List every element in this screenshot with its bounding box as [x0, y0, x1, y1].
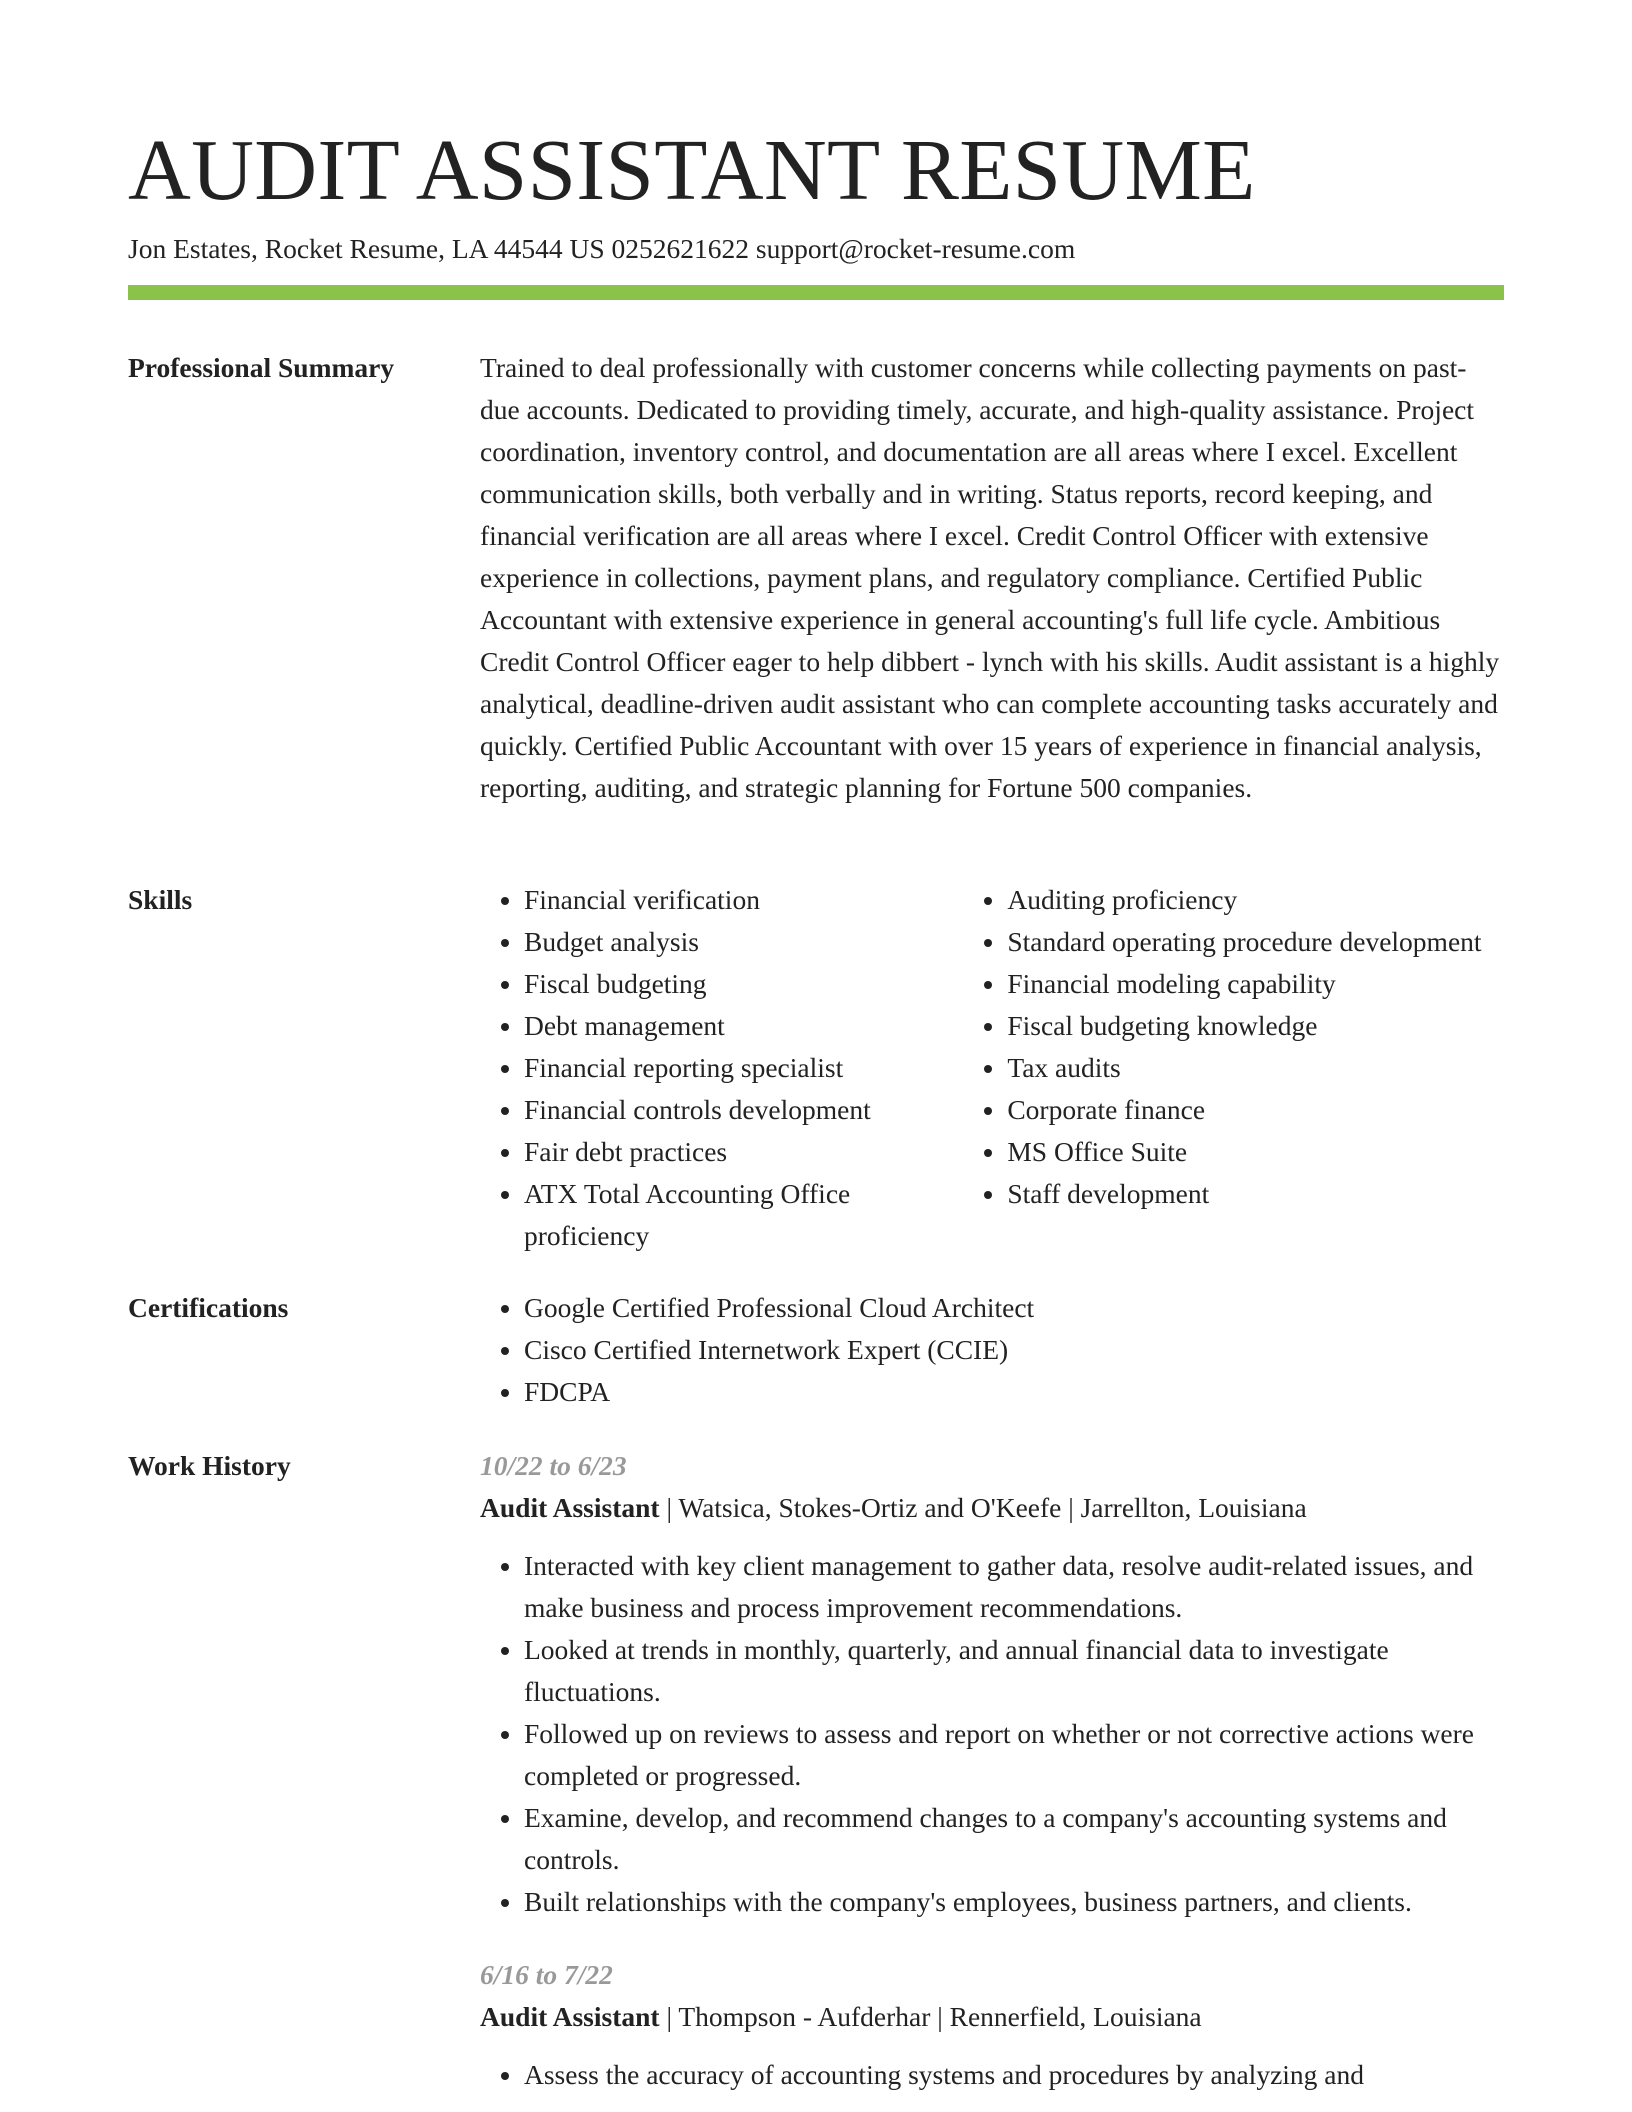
- job-dates: 10/22 to 6/23: [480, 1450, 627, 1481]
- job-dates: 6/16 to 7/22: [480, 1959, 613, 1990]
- job-heading: [480, 1996, 1504, 2038]
- skill-item: • Fiscal budgeting knowledge: [1007, 1005, 1504, 1047]
- header-divider: [128, 285, 1504, 300]
- certification-item: • Cisco Certified Internetwork Expert (CCIE): [524, 1329, 1504, 1371]
- contact-email[interactable]: support@rocket-resume.com: [755, 233, 1076, 264]
- job-heading: [480, 1487, 1504, 1529]
- skill-item: • Fiscal budgeting: [524, 963, 963, 1005]
- certifications-body: [480, 1287, 1504, 1413]
- job-bullet: • Assess the accuracy of accounting systems and procedures by analyzing and: [524, 2054, 1504, 2096]
- job-title: Audit Assistant: [480, 1492, 660, 1523]
- skill-item: • Tax audits: [1007, 1047, 1504, 1089]
- job-entry: [480, 1445, 1504, 1923]
- certification-item: • Google Certified Professional Cloud Architect: [524, 1287, 1504, 1329]
- skill-item: • Auditing proficiency: [1007, 879, 1504, 921]
- skill-item: • Financial reporting specialist: [524, 1047, 963, 1089]
- skill-item: • Financial verification: [524, 879, 963, 921]
- work-history-body: [480, 1445, 1504, 2096]
- skill-item: • Standard operating procedure development: [1007, 921, 1504, 963]
- skills-body: [480, 879, 1504, 1257]
- job-bullet: • Followed up on reviews to assess and report on whether or not corrective actions were completed or progressed.: [524, 1713, 1504, 1797]
- summary-body: [480, 347, 1504, 809]
- certification-item: • FDCPA: [524, 1371, 1504, 1413]
- certifications-list: [480, 1287, 1504, 1413]
- skill-item: • Financial modeling capability: [1007, 963, 1504, 1005]
- skills-list-right: [963, 879, 1504, 1257]
- summary-heading: Professional Summary: [128, 352, 395, 383]
- skill-item: • Fair debt practices: [524, 1131, 963, 1173]
- skill-item: • Staff development: [1007, 1173, 1504, 1215]
- skills-list-left: [480, 879, 963, 1257]
- job-bullets: [480, 2054, 1504, 2096]
- skill-item: • ATX Total Accounting Office proficiency: [524, 1173, 963, 1257]
- contact-name: Jon Estates,: [128, 233, 258, 264]
- contact-company: Rocket Resume,: [264, 233, 445, 264]
- job-employer-location: | Thompson - Aufderhar | Rennerfield, Louisiana: [659, 2001, 1202, 2032]
- job-bullet: • Built relationships with the company's employees, business partners, and clients.: [524, 1881, 1504, 1923]
- skill-item: • Financial controls development: [524, 1089, 963, 1131]
- contact-line: [128, 230, 1075, 268]
- contact-location: LA 44544 US: [451, 233, 605, 264]
- job-title: Audit Assistant: [480, 2001, 660, 2032]
- summary-text: Trained to deal professionally with customer concerns while collecting payments on past-due accounts. Dedicated to providing timely, accurate, and high-quality assistance. Project coordination, inventory control, and documentation are all areas where I excel. Excellent communication skills, both verbally and in writing. Status reports, record keeping, and financial verification are all areas where I excel. Credit Control Officer with extensive experience in collections, payment plans, and regulatory compliance. Certified Public Accountant with extensive experience in general accounting's full life cycle. Ambitious Credit Control Officer eager to help dibbert - lynch with his skills. Audit assistant is a highly analytical, deadline-driven audit assistant who can complete accounting tasks accurately and quickly. Certified Public Accountant with over 15 years of experience in financial analysis, reporting, auditing, and strategic planning for Fortune 500 companies.: [480, 352, 1500, 803]
- skills-heading: Skills: [128, 884, 193, 915]
- resume-title: AUDIT ASSISTANT RESUME: [128, 121, 1256, 218]
- skill-item: • Budget analysis: [524, 921, 963, 963]
- job-entry: [480, 1954, 1504, 2096]
- job-bullet: • Interacted with key client management to gather data, resolve audit-related issues, and make business and process improvement recommendations.: [524, 1545, 1504, 1629]
- job-employer-location: | Watsica, Stokes-Ortiz and O'Keefe | Jarrellton, Louisiana: [659, 1492, 1307, 1523]
- contact-phone: 0252621622: [611, 233, 750, 264]
- job-bullet: • Examine, develop, and recommend changes to a company's accounting systems and controls.: [524, 1797, 1504, 1881]
- skill-item: • MS Office Suite: [1007, 1131, 1504, 1173]
- job-bullet: • Looked at trends in monthly, quarterly, and annual financial data to investigate fluctuations.: [524, 1629, 1504, 1713]
- skill-item: • Corporate finance: [1007, 1089, 1504, 1131]
- certifications-heading: Certifications: [128, 1292, 289, 1323]
- work-history-heading: Work History: [128, 1450, 291, 1481]
- skill-item: • Debt management: [524, 1005, 963, 1047]
- job-bullets: [480, 1545, 1504, 1923]
